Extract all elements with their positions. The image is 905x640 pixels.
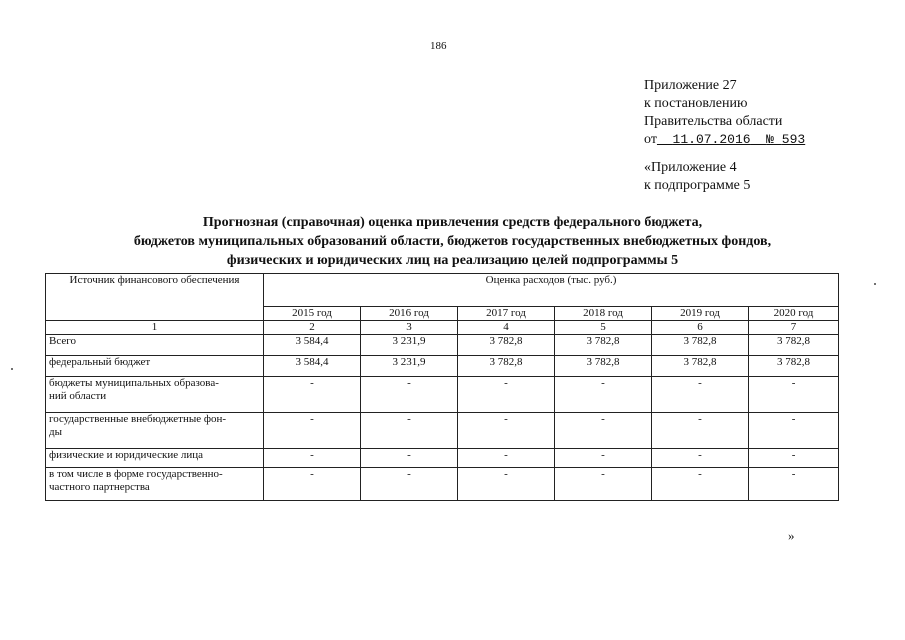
appendix-line: «Приложение 4 (644, 160, 737, 175)
number-text: 593 (781, 132, 806, 147)
row-value: - (458, 468, 555, 501)
row-value: - (264, 468, 361, 501)
row-value: - (652, 377, 749, 413)
appendix-line: к постановлению (644, 96, 748, 111)
row-value: 3 782,8 (458, 356, 555, 377)
appendix-line: Правительства области (644, 114, 783, 129)
column-number: 1 (46, 321, 264, 335)
budget-table (45, 273, 839, 501)
row-label (46, 377, 264, 413)
year-header: 2015 год (264, 307, 361, 321)
row-value: 3 782,8 (652, 335, 749, 356)
column-number: 2 (264, 321, 361, 335)
column-number: 6 (652, 321, 749, 335)
appendix-line: к подпрограмме 5 (644, 178, 751, 193)
table-row (46, 413, 839, 449)
date-value (657, 132, 766, 147)
doc-number (766, 132, 805, 147)
column-number: 5 (555, 321, 652, 335)
date-text: 11.07.2016 (672, 132, 751, 147)
title-line: физических и юридических лиц на реализацию целей подпрограммы 5 (226, 253, 679, 268)
year-header: 2020 год (749, 307, 839, 321)
appendix-block (644, 77, 805, 149)
row-label: федеральный бюджет (46, 356, 264, 377)
table-row (46, 468, 839, 501)
row-value: - (749, 449, 839, 468)
row-value: - (361, 468, 458, 501)
row-value: 3 584,4 (264, 335, 361, 356)
row-value: - (361, 377, 458, 413)
title-line: бюджетов муниципальных образований области, бюджетов государственных внебюджетных фондов, (133, 234, 772, 249)
scan-speck (11, 368, 13, 370)
closing-quote: » (788, 528, 795, 543)
row-value: - (264, 449, 361, 468)
table-row (46, 335, 839, 356)
row-value: - (652, 449, 749, 468)
column-number: 4 (458, 321, 555, 335)
column-number: 7 (749, 321, 839, 335)
row-value: - (361, 413, 458, 449)
row-value: 3 782,8 (555, 356, 652, 377)
year-header: 2016 год (361, 307, 458, 321)
row-label-line: частного партнерства (49, 481, 150, 493)
row-label-line: в том числе в форме государственно- (49, 468, 223, 480)
expenses-header: Оценка расходов (тыс. руб.) (264, 274, 839, 307)
column-number: 3 (361, 321, 458, 335)
row-label: Всего (46, 335, 264, 356)
source-header: Источник финансового обеспечения (46, 274, 264, 321)
year-header: 2017 год (458, 307, 555, 321)
column-number-row (46, 321, 839, 335)
row-label (46, 468, 264, 501)
row-value: - (749, 413, 839, 449)
row-value: - (652, 468, 749, 501)
table-header-row (46, 274, 839, 307)
row-label: физические и юридические лица (46, 449, 264, 468)
row-label-line: бюджеты муниципальных образова- (49, 377, 219, 389)
row-value: - (555, 468, 652, 501)
year-header: 2019 год (652, 307, 749, 321)
row-value: 3 782,8 (555, 335, 652, 356)
title-line: Прогнозная (справочная) оценка привлечения средств федерального бюджета, (202, 215, 703, 230)
scan-speck (874, 283, 876, 285)
page-number: 186 (430, 40, 447, 52)
row-value: 3 231,9 (361, 356, 458, 377)
date-prefix: от (644, 132, 657, 147)
row-label-line: ний области (49, 390, 107, 402)
appendix-subblock (644, 159, 750, 195)
row-label (46, 413, 264, 449)
year-header: 2018 год (555, 307, 652, 321)
table-row (46, 356, 839, 377)
row-value: - (361, 449, 458, 468)
number-sign: № (766, 132, 774, 147)
row-value: - (555, 413, 652, 449)
row-value: - (555, 377, 652, 413)
appendix-line: Приложение 27 (644, 78, 737, 93)
row-value: 3 782,8 (749, 356, 839, 377)
row-value: 3 584,4 (264, 356, 361, 377)
row-value: 3 782,8 (652, 356, 749, 377)
row-value: 3 782,8 (749, 335, 839, 356)
row-value: - (458, 413, 555, 449)
row-value: - (749, 468, 839, 501)
table-row (46, 449, 839, 468)
appendix-date-line (644, 131, 805, 149)
table-row (46, 377, 839, 413)
row-label-line: ды (49, 426, 62, 438)
row-label-line: государственные внебюджетные фон- (49, 413, 227, 425)
row-value: - (749, 377, 839, 413)
row-value: 3 231,9 (361, 335, 458, 356)
row-value: - (264, 413, 361, 449)
row-value: 3 782,8 (458, 335, 555, 356)
row-value: - (652, 413, 749, 449)
row-value: - (458, 377, 555, 413)
row-value: - (555, 449, 652, 468)
row-value: - (264, 377, 361, 413)
row-value: - (458, 449, 555, 468)
document-title (40, 213, 865, 270)
